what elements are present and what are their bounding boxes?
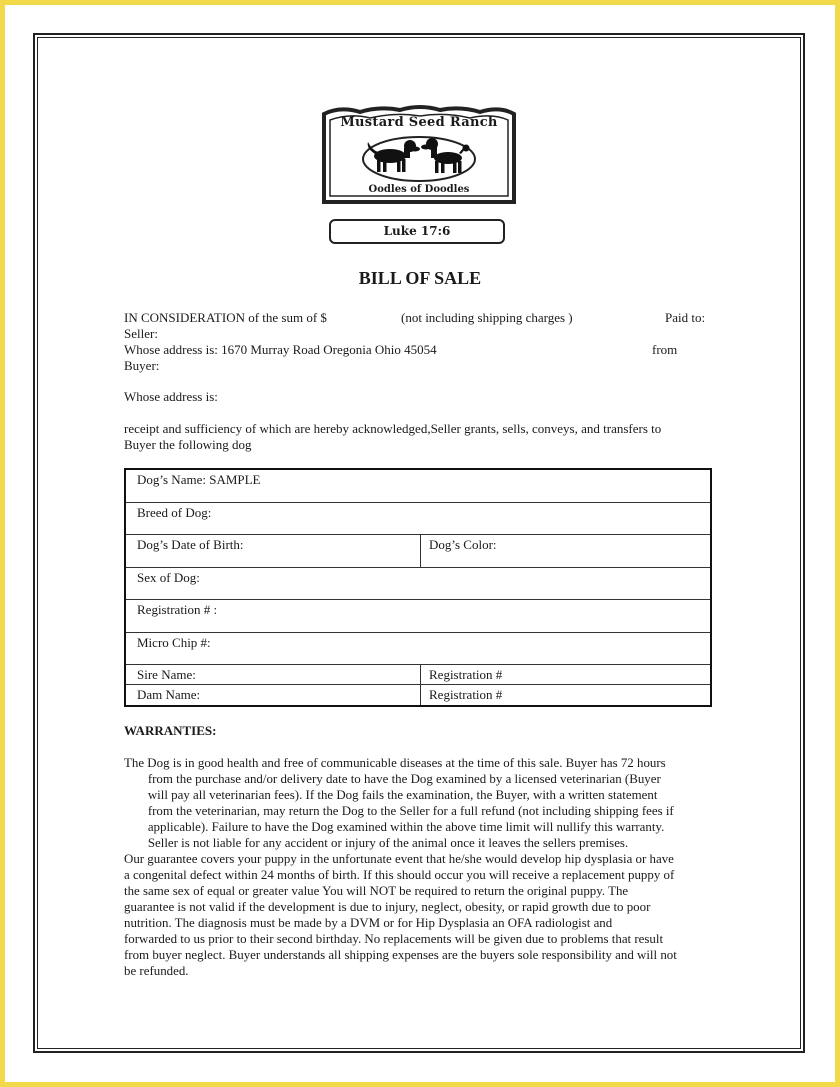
paragraph-line: from the veterinarian, may return the Dog to the Seller for a full refund (not including shipping fees if [147, 803, 674, 818]
paragraph-line: the same sex of equal or greater value You will NOT be required to return the original puppy. The [124, 883, 629, 898]
dog-name-field: Dog’s Name: SAMPLE [137, 472, 261, 487]
paragraph-line: forwarded to us prior to their second birthday. No replacements will be given due to problems that result [124, 931, 664, 946]
registration-field: Registration # : [137, 602, 218, 617]
breed-field: Breed of Dog: [137, 505, 212, 520]
paragraph-line: will pay all veterinarian fees). If the Dog fails the examination, the Buyer, with a written statement [147, 787, 658, 802]
buyer-address-label: Whose address is: [124, 389, 218, 404]
color-field: Dog’s Color: [429, 537, 497, 552]
paragraph-line: be refunded. [124, 963, 189, 978]
paragraph-line: applicable). Failure to have the Dog examined within the above time limit will nullify this warranty. [147, 819, 665, 834]
paragraph-line: a congenital defect within 24 months of birth. If this should occur you will receive a replacement puppy of [124, 867, 675, 882]
logo-ranch-name: Mustard Seed Ranch [340, 115, 498, 130]
paragraph-line: Our guarantee covers your puppy in the unfortunate event that he/she would develop hip dysplasia or have [124, 851, 674, 866]
dam-registration-field: Registration # [429, 687, 503, 702]
paragraph-line: Seller is not liable for any accident or injury of the animal once it leaves the sellers premises. [147, 835, 629, 850]
table-row [126, 633, 710, 665]
shipping-note: (not including shipping charges ) [401, 310, 573, 325]
column-divider [420, 535, 421, 567]
table-row [126, 568, 710, 600]
sire-registration-field: Registration # [429, 667, 503, 682]
dob-field: Dog’s Date of Birth: [137, 537, 244, 552]
sex-field: Sex of Dog: [137, 570, 200, 585]
consideration-text: IN CONSIDERATION of the sum of $ [124, 310, 327, 325]
receipt-text-line2: Buyer the following dog [124, 437, 252, 452]
table-row [126, 685, 710, 705]
from-label: from [652, 342, 678, 357]
paragraph-line: The Dog is in good health and free of communicable diseases at the time of this sale. Buyer has 72 hours [124, 755, 666, 770]
dog-details-table [124, 468, 712, 707]
seller-address: Whose address is: 1670 Murray Road Oregonia Ohio 45054 [124, 342, 437, 357]
microchip-field: Micro Chip #: [137, 635, 211, 650]
table-row [126, 535, 710, 568]
paragraph-line: guarantee is not valid if the development is due to injury, neglect, obesity, or rapid growth due to poor [124, 899, 651, 914]
document-title: BILL OF SALE [358, 268, 482, 288]
column-divider [420, 685, 421, 705]
logo-verse-plaque: Luke 17:6 [329, 219, 505, 244]
logo-tagline: Oodles of Doodles [368, 184, 470, 195]
column-divider [420, 665, 421, 684]
seller-label: Seller: [124, 326, 158, 341]
paragraph-line: nutrition. The diagnosis must be made by a DVM or for Hip Dysplasia an OFA radiologist and [124, 915, 613, 930]
buyer-label: Buyer: [124, 358, 160, 373]
warranty-paragraph-1 [124, 755, 724, 851]
sire-name-field: Sire Name: [137, 667, 196, 682]
table-row [126, 503, 710, 535]
warranties-heading: WARRANTIES: [124, 723, 217, 738]
table-row [126, 600, 710, 633]
table-row [126, 665, 710, 685]
paragraph-line: from the purchase and/or delivery date to have the Dog examined by a licensed veterinarian (Buyer [147, 771, 661, 786]
warranty-paragraph-2 [124, 851, 724, 979]
dam-name-field: Dam Name: [137, 687, 201, 702]
paragraph-line: from buyer neglect. Buyer understands all shipping expenses are the buyers sole responsibility and will not [124, 947, 677, 962]
paid-to-label: Paid to: [665, 310, 706, 325]
table-row [126, 470, 710, 503]
receipt-text-line1: receipt and sufficiency of which are hereby acknowledged,Seller grants, sells, conveys, and transfers to [124, 421, 662, 436]
